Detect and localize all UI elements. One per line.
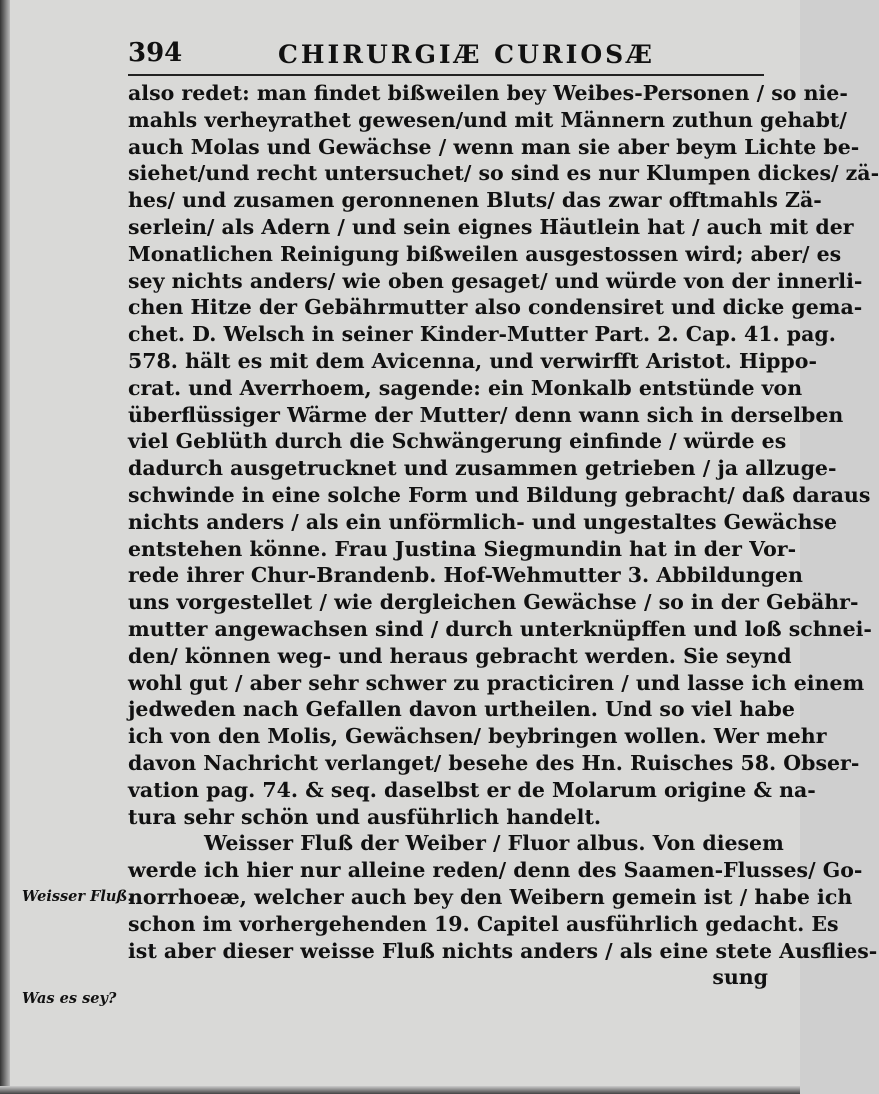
text-line: mutter angewachsen sind / durch unterknüpffen und loß schnei- (128, 616, 872, 641)
text-line: uns vorgestellet / wie dergleichen Gewächse / so in der Gebähr- (128, 590, 859, 615)
text-line: viel Geblüth durch die Schwängerung einfinde / würde es (128, 429, 787, 454)
text-line: auch Molas und Gewächse / wenn man sie aber beym Lichte be- (128, 134, 860, 159)
text-line: siehet/und recht untersuchet/ so sind es nur Klumpen dickes/ zä- (128, 161, 879, 186)
running-title: CHIRURGIÆ CURIOSÆ (278, 40, 656, 69)
text-line: chet. D. Welsch in seiner Kinder-Mutter Part. 2. Cap. 41. pag. (128, 322, 836, 347)
text-line: wohl gut / aber sehr schwer zu practiciren / und lasse ich einem (128, 670, 865, 695)
header-rule (128, 74, 764, 76)
text-line: sey nichts anders/ wie oben gesaget/ und würde von der innerli- (128, 268, 863, 293)
text-line: schwinde in eine solche Form und Bildung gebracht/ daß daraus (128, 482, 871, 507)
text-line: serlein/ als Adern / und sein eignes Häutlein hat / auch mit der (128, 214, 854, 239)
page-number: 394 (128, 38, 183, 68)
text-line: werde ich hier nur alleine reden/ denn des Saamen-Flusses/ Go- (128, 858, 863, 883)
page-gutter-shadow (0, 0, 10, 1094)
text-line: norrhoeæ, welcher auch bey den Weibern gemein ist / habe ich (128, 884, 853, 909)
margin-note: Weisser Fluß. (22, 888, 133, 905)
text-line: chen Hitze der Gebährmutter also condensiret und dicke gema- (128, 295, 863, 320)
text-line: Monatlichen Reinigung bißweilen ausgestossen wird; aber/ es (128, 241, 842, 266)
text-line: ist aber dieser weisse Fluß nichts anders / als eine stete Ausflies- (128, 938, 878, 963)
text-line: tura sehr schön und ausführlich handelt. (128, 804, 602, 829)
text-line: dadurch ausgetrucknet und zusammen getrieben / ja allzuge- (128, 456, 837, 481)
margin-note: Was es sey? (22, 990, 117, 1007)
text-line: jedweden nach Gefallen davon urtheilen. Und so viel habe (128, 697, 795, 722)
text-line: ich von den Molis, Gewächsen/ beybringen wollen. Wer mehr (128, 724, 827, 749)
text-line: schon im vorhergehenden 19. Capitel ausführlich gedacht. Es (128, 911, 839, 936)
text-line: 578. hält es mit dem Avicenna, und verwirfft Aristot. Hippo- (128, 348, 817, 373)
catchword: sung (712, 965, 768, 990)
text-line: hes/ und zusamen geronnenen Bluts/ das zwar offtmahls Zä- (128, 188, 822, 213)
text-line: überflüssiger Wärme der Mutter/ denn wann sich in derselben (128, 402, 844, 427)
text-line: entstehen könne. Frau Justina Siegmundin hat in der Vor- (128, 536, 797, 561)
text-line: davon Nachricht verlanget/ besehe des Hn. Ruisches 58. Obser- (128, 750, 860, 775)
body-text (128, 80, 879, 991)
text-line: vation pag. 74. & seq. daselbst er de Molarum origine & na- (128, 777, 816, 802)
text-line: mahls verheyrathet gewesen/und mit Männern zuthun gehabt/ (128, 107, 847, 132)
text-line: also redet: man findet bißweilen bey Weibes-Personen / so nie- (128, 81, 848, 105)
section-heading-line: Weisser Fluß der Weiber / Fluor albus. Von diesem (204, 831, 784, 856)
text-line: den/ können weg- und heraus gebracht werden. Sie seynd (128, 643, 792, 668)
page-header (128, 34, 758, 74)
show-through-text (26, 538, 136, 608)
text-line: rede ihrer Chur-Brandenb. Hof-Wehmutter 3. Abbildungen (128, 563, 803, 588)
text-line: crat. und Averrhoem, sagende: ein Monkalb entstünde von (128, 375, 803, 400)
page-bottom-edge (0, 1086, 800, 1094)
text-line: nichts anders / als ein unförmlich- und ungestaltes Gewächse (128, 509, 838, 534)
